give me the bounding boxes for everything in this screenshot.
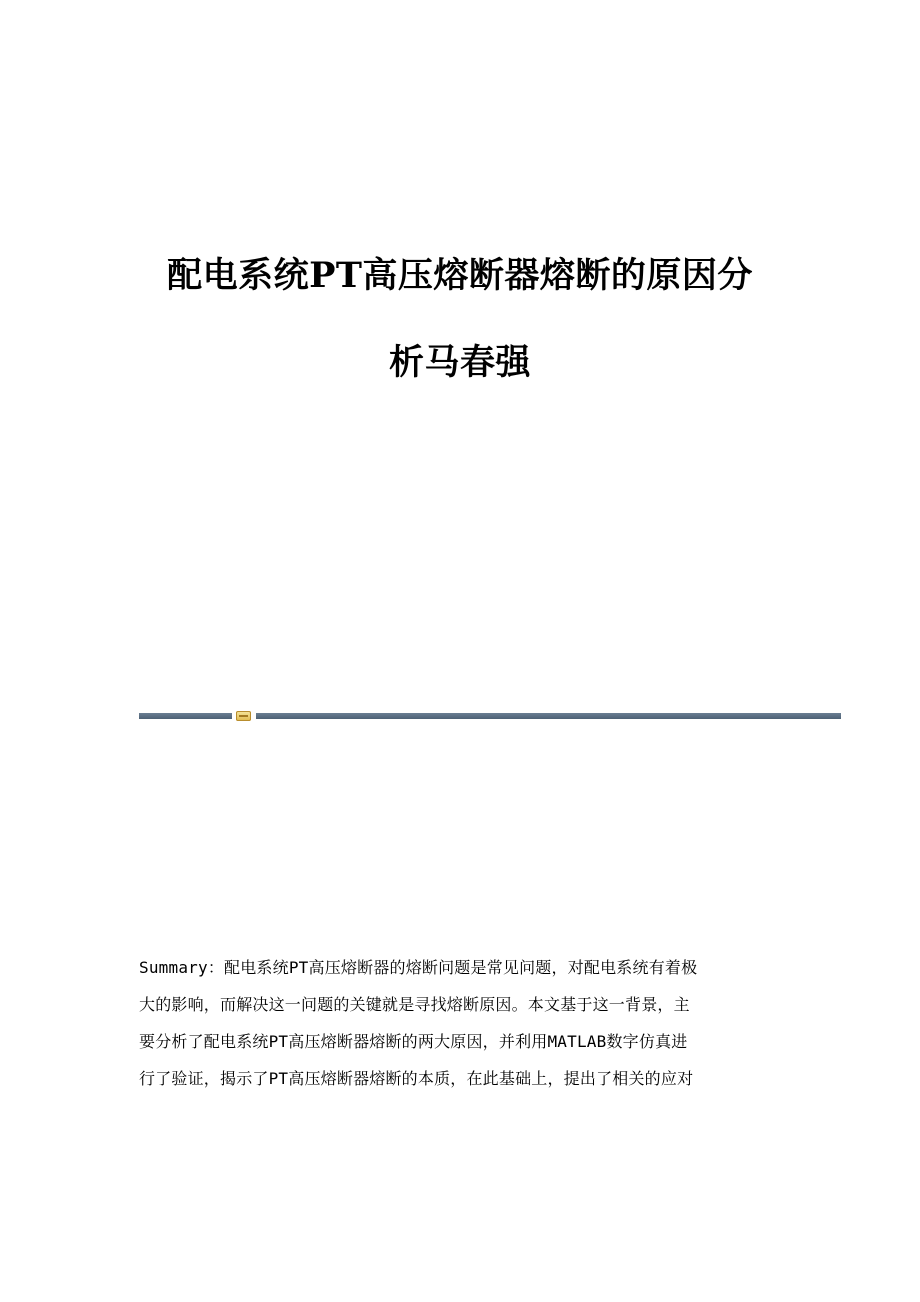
summary-paragraph <box>139 949 784 1097</box>
document-title <box>0 255 920 383</box>
decorative-ornament-icon <box>236 711 251 721</box>
divider-bar-right <box>256 713 841 719</box>
summary-line-4: 行了验证，揭示了PT高压熔断器熔断的本质，在此基础上，提出了相关的应对 <box>139 1069 694 1088</box>
divider-bar-left <box>139 713 232 719</box>
title-line-1: 配电系统PT高压熔断器熔断的原因分 <box>167 255 753 296</box>
summary-line-2: 大的影响，而解决这一问题的关键就是寻找熔断原因。本文基于这一背景，主 <box>139 995 690 1014</box>
title-line-2: 析马春强 <box>388 342 531 383</box>
section-divider <box>139 711 841 721</box>
summary-line-1: Summary：配电系统PT高压熔断器的熔断问题是常见问题，对配电系统有着极 <box>139 958 698 977</box>
summary-line-3: 要分析了配电系统PT高压熔断器熔断的两大原因，并利用MATLAB数字仿真进 <box>139 1032 688 1051</box>
